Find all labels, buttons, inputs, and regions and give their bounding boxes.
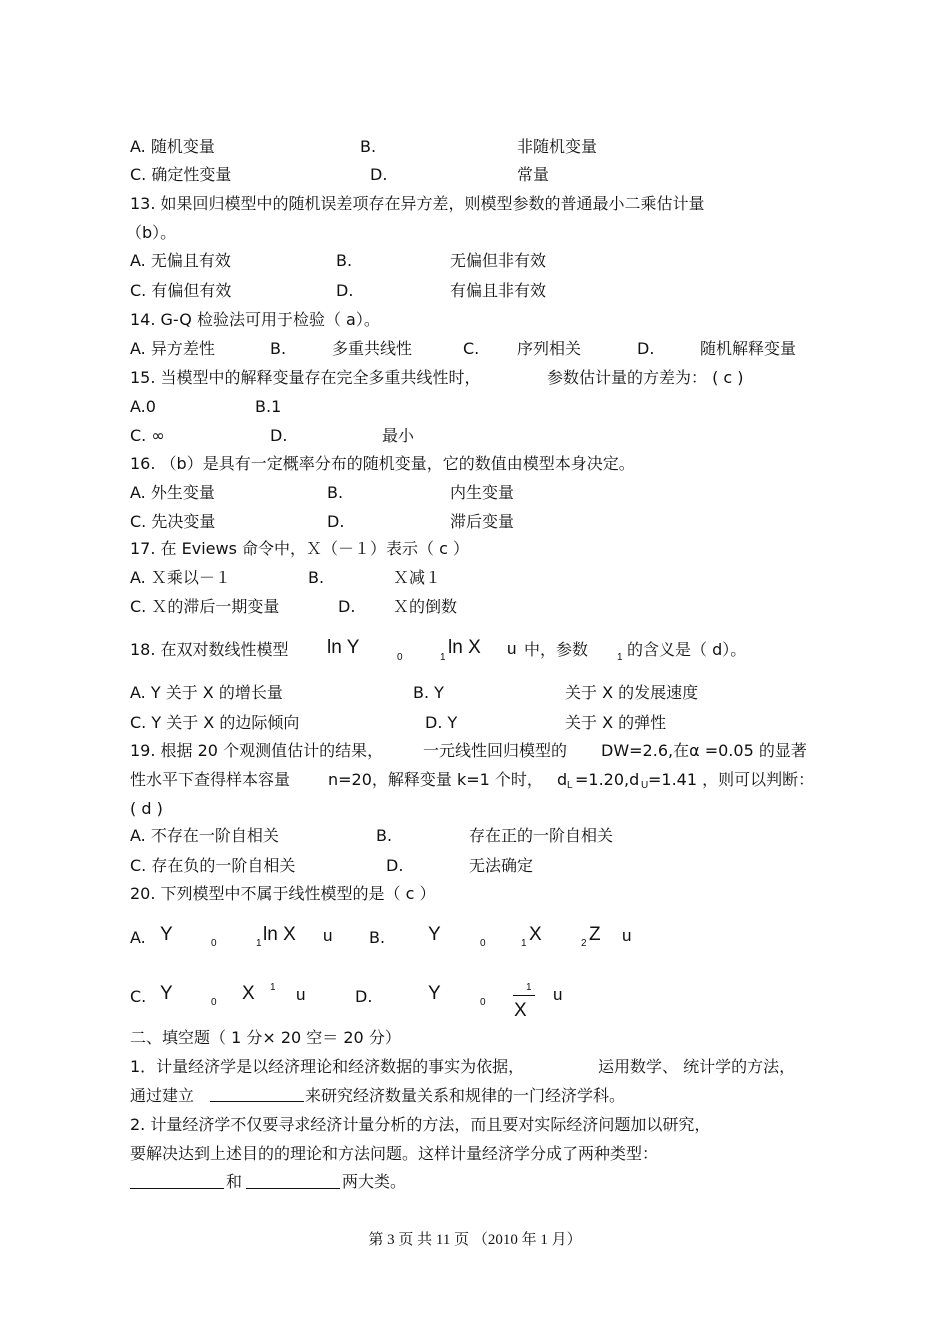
fill-q2-end: 两大类。 <box>342 1172 407 1191</box>
q13-option-b-label: B. <box>336 251 353 270</box>
q12-option-d-label: D. <box>370 165 388 184</box>
page-footer: 第 3 页 共 11 页 （2010 年 1 月） <box>368 1232 582 1248</box>
q14-option-d: 随机解释变量 <box>700 339 797 358</box>
q18-lnX: ln X <box>448 637 481 658</box>
q12-option-b: 非随机变量 <box>517 137 598 156</box>
q20-b-sub1: 1 <box>521 938 527 949</box>
q13-option-c: C. 有偏但有效 <box>130 281 232 300</box>
q17-option-d: Ｘ的倒数 <box>393 597 458 616</box>
q15-option-b: B.1 <box>255 397 282 416</box>
q19-line2d: =1.20,d <box>575 770 640 789</box>
q14-question: 14. G-Q 检验法可用于检验（ a）。 <box>130 310 380 329</box>
q17-option-a: A. Ｘ乘以－１ <box>130 568 231 587</box>
q14-option-b-label: B. <box>270 339 287 358</box>
q20-c-Y: Y <box>160 983 173 1004</box>
q15-option-d-label: D. <box>270 426 288 445</box>
q14-option-d-label: D. <box>637 339 655 358</box>
fill-q2-and: 和 <box>226 1172 243 1191</box>
q18-prefix: 18. 在双对数线性模型 <box>130 640 289 659</box>
q12-option-d: 常量 <box>517 165 550 184</box>
q16-question: 16. （b）是具有一定概率分布的随机变量，它的数值由模型本身决定。 <box>130 454 635 473</box>
q13-answer: （b）。 <box>126 223 177 242</box>
q15-option-a: A.0 <box>130 397 156 416</box>
q19-line1c: DW=2.6,在α =0.05 的显著 <box>601 741 807 760</box>
q13-option-d: 有偏且非有效 <box>450 281 547 300</box>
q20-d-sub0: 0 <box>480 997 486 1008</box>
fill-q2-line2: 要解决达到上述目的的理论和方法问题。这样计量经济学分成了两种类型： <box>130 1144 659 1163</box>
q18-option-d-label: D. Y <box>425 713 458 732</box>
q18-end: 的含义是（ d）。 <box>627 640 747 659</box>
q20-b-u: u <box>622 926 632 945</box>
q18-u: u <box>507 639 517 658</box>
q18-option-b-label: B. Y <box>413 683 444 702</box>
q20-b-Z: Z <box>589 924 601 945</box>
q20-c-X: X <box>242 983 255 1004</box>
q20-c-sub0: 0 <box>211 997 217 1008</box>
q20-a-sub1: 1 <box>256 938 262 949</box>
q17-option-b-label: B. <box>308 568 325 587</box>
q20-option-b-label: B. <box>369 928 386 947</box>
q20-a-sub0: 0 <box>211 938 217 949</box>
q14-option-a: A. 异方差性 <box>130 339 215 358</box>
q19-line2c: d <box>557 770 568 789</box>
q19-option-b: 存在正的一阶自相关 <box>469 826 614 845</box>
q19-option-c: C. 存在负的一阶自相关 <box>130 856 296 875</box>
q16-option-b-label: B. <box>327 483 344 502</box>
q18-option-a: A. Y 关于 X 的增长量 <box>130 683 283 702</box>
q12-option-b-label: B. <box>360 137 377 156</box>
q15-question-tail: 参数估计量的方差为： ( c ) <box>547 368 744 387</box>
q14-option-c: 序列相关 <box>517 339 582 358</box>
q20-b-sub2: 2 <box>581 938 587 949</box>
q16-option-d: 滞后变量 <box>450 512 515 531</box>
q19-option-d: 无法确定 <box>469 856 534 875</box>
q17-option-d-label: D. <box>338 597 356 616</box>
fill-blank-3[interactable] <box>246 1174 340 1189</box>
q19-line1a: 19. 根据 20 个观测值估计的结果， <box>130 741 384 760</box>
q13-question: 13. 如果回归模型中的随机误差项存在异方差，则模型参数的普通最小二乘估计量 <box>130 194 705 213</box>
q14-option-c-label: C. <box>463 339 480 358</box>
q15-option-c: C. ∞ <box>130 426 165 445</box>
q19-sub-U: U <box>641 780 649 791</box>
fill-q1-line1a: 1．计量经济学是以经济理论和经济数据的事实为依据， <box>130 1057 525 1076</box>
q19-line2e: =1.41 ，则可以判断： <box>648 770 815 789</box>
q18-sub-1: 1 <box>440 652 446 663</box>
q19-sub-L: L <box>567 780 573 791</box>
fill-q1-line2b: 来研究经济数量关系和规律的一门经济学科。 <box>305 1086 626 1105</box>
fraction-bar <box>513 995 535 996</box>
q20-c-u: u <box>296 985 306 1004</box>
q18-sub-1b: 1 <box>617 652 623 663</box>
q19-option-a: A. 不存在一阶自相关 <box>130 826 279 845</box>
q20-option-c-label: C. <box>130 987 147 1006</box>
q18-option-d: 关于 X 的弹性 <box>565 713 667 732</box>
q20-option-a-label: A. <box>130 928 146 947</box>
q17-option-b: Ｘ减１ <box>393 568 442 587</box>
q14-option-b: 多重共线性 <box>332 339 413 358</box>
q19-line1b: 一元线性回归模型的 <box>423 741 568 760</box>
q20-d-u: u <box>553 985 563 1004</box>
q17-question: 17. 在 Eviews 命令中，Ｘ（－１）表示（ c ） <box>130 539 469 558</box>
q20-a-u: u <box>323 926 333 945</box>
q19-line2b: n=20，解释变量 k=1 个时， <box>328 770 543 789</box>
q18-sub-0: 0 <box>397 652 403 663</box>
q20-c-sup1: 1 <box>270 982 276 993</box>
q20-question: 20. 下列模型中不属于线性模型的是（ c ） <box>130 884 436 903</box>
q16-option-c: C. 先决变量 <box>130 512 216 531</box>
q20-b-Y: Y <box>428 924 441 945</box>
q13-option-b: 无偏但非有效 <box>450 251 547 270</box>
fill-q1-line1b: 运用数学、 统计学的方法， <box>598 1057 796 1076</box>
q16-option-a: A. 外生变量 <box>130 483 215 502</box>
q17-option-c: C. Ｘ的滞后一期变量 <box>130 597 280 616</box>
fill-q1-line2a: 通过建立 <box>130 1086 195 1105</box>
q20-b-sub0: 0 <box>480 938 486 949</box>
q18-option-b: 关于 X 的发展速度 <box>565 683 699 702</box>
q20-b-X: X <box>529 924 542 945</box>
q12-option-a: A. 随机变量 <box>130 137 215 156</box>
q15-option-d: 最小 <box>382 426 415 445</box>
q13-option-d-label: D. <box>336 281 354 300</box>
fill-blank-1[interactable] <box>210 1087 304 1102</box>
q20-d-X: X <box>514 1000 527 1021</box>
q20-a-Y: Y <box>160 924 173 945</box>
q12-option-c: C. 确定性变量 <box>130 165 232 184</box>
fill-q2-line1: 2. 计量经济学不仅要寻求经济计量分析的方法，而且要对实际经济问题加以研究， <box>130 1115 711 1134</box>
q19-option-b-label: B. <box>376 826 393 845</box>
q19-option-d-label: D. <box>386 856 404 875</box>
q16-option-d-label: D. <box>327 512 345 531</box>
q20-d-num: 1 <box>526 982 532 993</box>
q18-lnY: ln Y <box>327 637 360 658</box>
fill-blank-2[interactable] <box>130 1174 224 1189</box>
section2-title: 二、填空题（ 1 分× 20 空＝ 20 分） <box>130 1028 401 1047</box>
q18-option-c: C. Y 关于 X 的边际倾向 <box>130 713 300 732</box>
q18-mid: 中，参数 <box>524 640 589 659</box>
q13-option-a: A. 无偏且有效 <box>130 251 231 270</box>
q15-question: 15. 当模型中的解释变量存在完全多重共线性时， <box>130 368 481 387</box>
q20-a-lnX: ln X <box>263 924 296 945</box>
q19-line2a: 性水平下查得样本容量 <box>130 770 291 789</box>
q20-d-Y: Y <box>428 983 441 1004</box>
q20-option-d-label: D. <box>355 987 373 1006</box>
q19-answer: ( d ) <box>130 799 163 818</box>
q16-option-b: 内生变量 <box>450 483 515 502</box>
